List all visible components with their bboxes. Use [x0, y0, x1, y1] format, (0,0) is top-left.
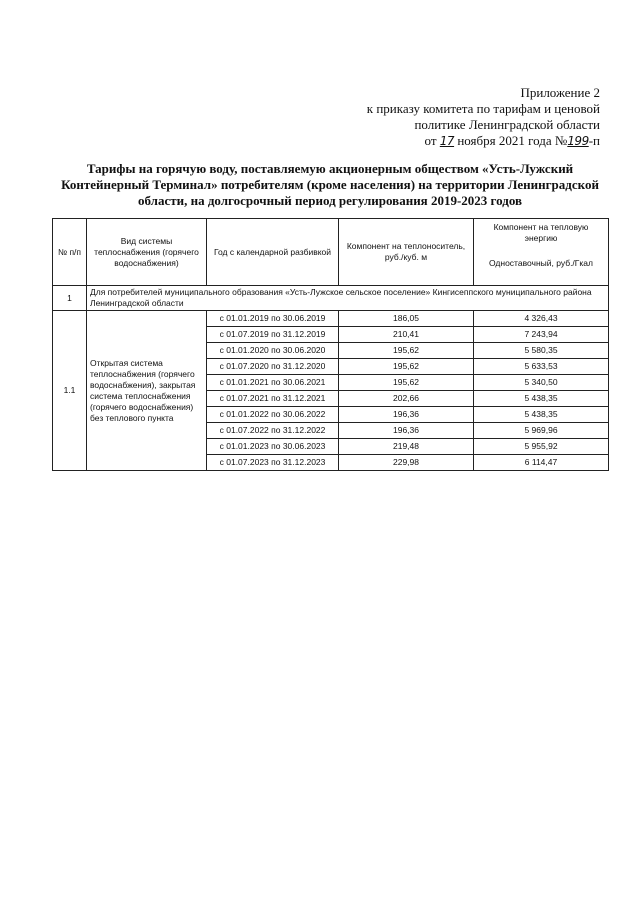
carrier-cell: 195,62 — [339, 343, 474, 359]
subgroup-system: Открытая система теплоснабжения (горячего водоснабжения), закрытая система теплоснабжения (горячего водоснабжения) без теплового пункта — [87, 311, 207, 471]
energy-cell: 5 438,35 — [474, 407, 609, 423]
carrier-cell: 210,41 — [339, 327, 474, 343]
period-cell: с 01.01.2023 по 30.06.2023 — [207, 439, 339, 455]
energy-cell: 4 326,43 — [474, 311, 609, 327]
period-cell: с 01.07.2020 по 31.12.2020 — [207, 359, 339, 375]
carrier-cell: 196,36 — [339, 407, 474, 423]
carrier-cell: 219,48 — [339, 439, 474, 455]
energy-cell: 7 243,94 — [474, 327, 609, 343]
header-energy-sub: Одноставочный, руб./Гкал — [488, 258, 593, 268]
tariff-table — [52, 218, 609, 471]
order-day: 17 — [439, 134, 455, 148]
appendix-committee: политике Ленинградской области — [414, 117, 600, 132]
energy-cell: 5 955,92 — [474, 439, 609, 455]
period-cell: с 01.07.2021 по 31.12.2021 — [207, 391, 339, 407]
appendix-date — [300, 133, 600, 149]
carrier-cell: 195,62 — [339, 359, 474, 375]
period-cell: с 01.01.2019 по 30.06.2019 — [207, 311, 339, 327]
energy-cell: 5 438,35 — [474, 391, 609, 407]
energy-cell: 6 114,47 — [474, 455, 609, 471]
header-system: Вид системы теплоснабжения (горячего водоснабжения) — [87, 219, 207, 286]
subgroup-num: 1.1 — [53, 311, 87, 471]
group-row — [53, 286, 609, 311]
carrier-cell: 186,05 — [339, 311, 474, 327]
energy-cell: 5 340,50 — [474, 375, 609, 391]
header-energy-top: Компонент на тепловую энергию — [493, 222, 589, 243]
energy-cell: 5 969,96 — [474, 423, 609, 439]
number-suffix: -п — [588, 133, 600, 148]
carrier-cell: 202,66 — [339, 391, 474, 407]
header-num: № п/п — [53, 219, 87, 286]
period-cell: с 01.07.2023 по 31.12.2023 — [207, 455, 339, 471]
table-row — [53, 311, 609, 327]
order-number: 199 — [567, 134, 589, 148]
date-middle: ноября 2021 года № — [457, 133, 568, 148]
group-text: Для потребителей муниципального образования «Усть-Лужское сельское поселение» Кингисеппского муниципального района Ленинградской области — [87, 286, 609, 311]
appendix-order-ref: к приказу комитета по тарифам и ценовой — [366, 101, 600, 116]
period-cell: с 01.01.2020 по 30.06.2020 — [207, 343, 339, 359]
energy-cell: 5 633,53 — [474, 359, 609, 375]
period-cell: с 01.01.2022 по 30.06.2022 — [207, 407, 339, 423]
table-header-row — [53, 219, 609, 286]
header-period: Год с календарной разбивкой — [207, 219, 339, 286]
group-num: 1 — [53, 286, 87, 311]
carrier-cell: 229,98 — [339, 455, 474, 471]
carrier-cell: 195,62 — [339, 375, 474, 391]
energy-cell: 5 580,35 — [474, 343, 609, 359]
date-prefix: от — [424, 133, 437, 148]
header-carrier: Компонент на теплоноситель, руб./куб. м — [339, 219, 474, 286]
header-energy — [474, 219, 609, 286]
appendix-title: Приложение 2 — [520, 85, 600, 100]
carrier-cell: 196,36 — [339, 423, 474, 439]
period-cell: с 01.01.2021 по 30.06.2021 — [207, 375, 339, 391]
document-title: Тарифы на горячую воду, поставляемую акционерным обществом «Усть-Лужский Контейнерный Терминал» потребителям (кроме населения) на территории Ленинградской области, на долгосрочный период регулирования 2019-2023 годов — [61, 161, 599, 208]
period-cell: с 01.07.2022 по 31.12.2022 — [207, 423, 339, 439]
period-cell: с 01.07.2019 по 31.12.2019 — [207, 327, 339, 343]
appendix-header — [300, 85, 600, 149]
